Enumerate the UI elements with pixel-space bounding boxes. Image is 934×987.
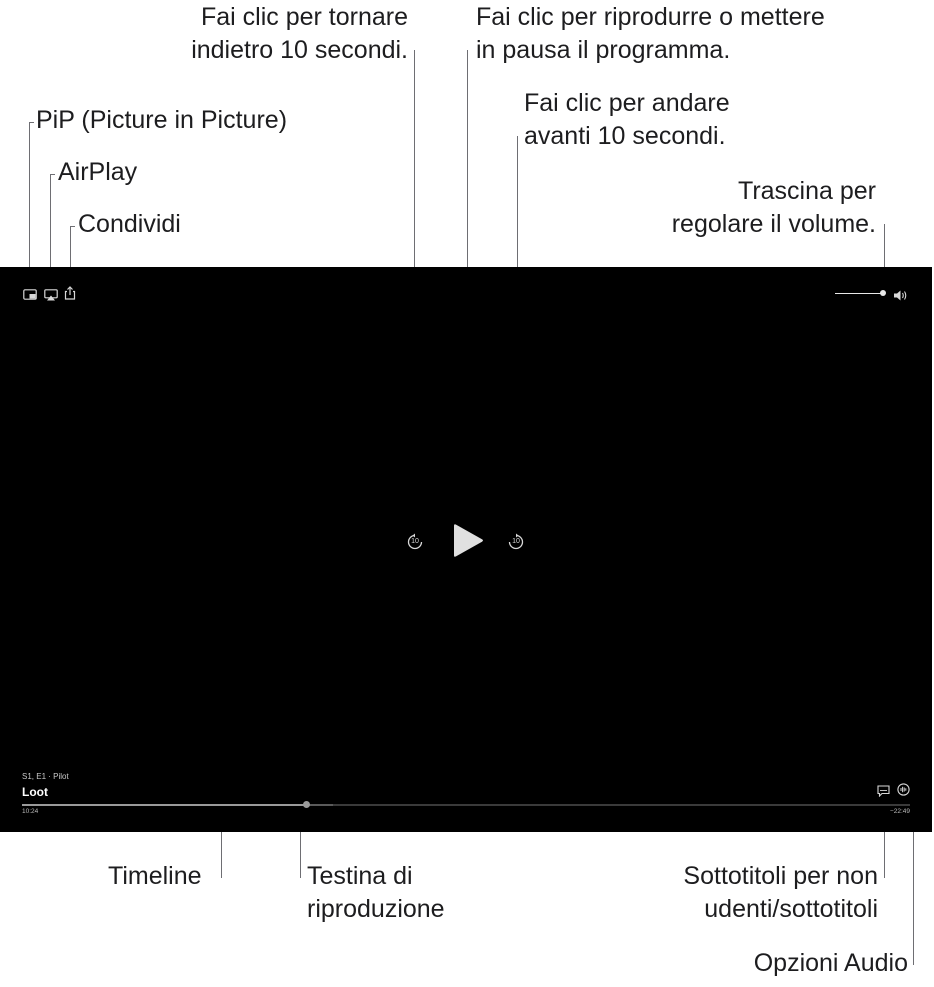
share-button[interactable] [64,286,76,305]
elapsed-time: 10:24 [22,808,39,815]
share-icon [64,286,76,300]
leader-share-tick [70,226,75,227]
callout-audio-options: Opzioni Audio [753,949,908,977]
show-title: Loot [22,785,48,799]
volume-button[interactable] [893,288,909,306]
volume-fill [835,293,883,295]
playhead[interactable] [303,801,310,808]
skip-back-seconds: 10 [411,538,419,545]
volume-slider[interactable] [835,288,887,298]
callout-pip: PiP (Picture in Picture) [36,106,288,134]
callout-share: Condividi [78,210,181,238]
subtitles-button[interactable] [877,784,890,802]
callout-skip-forward: Fai clic per andare avanti 10 secondi. [524,89,730,150]
airplay-button[interactable] [44,288,58,306]
callout-subtitles: Sottotitoli per non udenti/sottotitoli [683,862,878,923]
timeline[interactable] [22,801,910,809]
airplay-icon [44,289,58,301]
video-player[interactable] [0,267,932,832]
remaining-time: −22:49 [889,808,910,815]
volume-knob[interactable] [880,290,886,296]
callout-timeline: Timeline [108,862,202,890]
pip-button[interactable] [23,288,37,306]
pip-icon [23,289,37,301]
callout-playhead: Testina di riproduzione [307,862,445,923]
leader-pip-tick [29,122,34,123]
skip-forward-button[interactable] [507,533,525,551]
callout-airplay: AirPlay [58,158,138,186]
play-pause-button[interactable] [451,523,485,564]
audio-options-icon [897,783,910,796]
skip-forward-seconds: 10 [512,538,520,545]
leader-pip [29,122,30,284]
play-icon [451,523,485,559]
timeline-progress [22,804,306,806]
callout-play-pause: Fai clic per riprodurre o mettere in pausa il programma. [476,3,825,64]
leader-airplay-tick [50,174,55,175]
episode-meta: S1, E1 · Pilot [22,772,69,781]
speaker-icon [893,290,909,301]
skip-back-button[interactable] [406,533,424,551]
audio-options-button[interactable] [897,783,910,801]
callout-volume: Trascina per regolare il volume. [671,177,876,238]
subtitles-icon [877,785,890,797]
callout-skip-back: Fai clic per tornare indietro 10 secondi. [191,3,408,64]
